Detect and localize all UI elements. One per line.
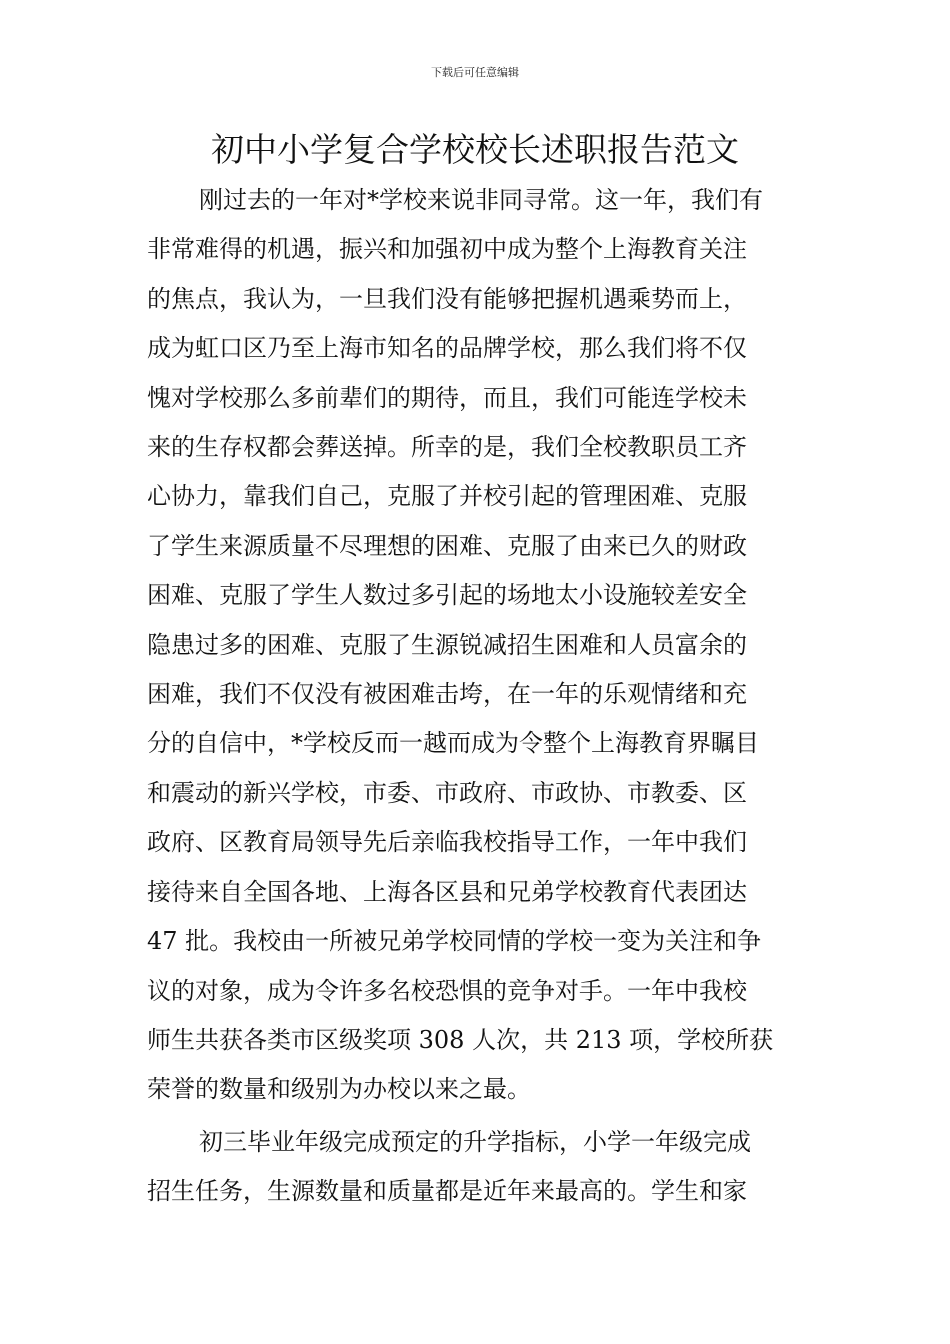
document-title: 初中小学复合学校校长述职报告范文 [211,130,739,169]
text-line: 困难、克服了学生人数过多引起的场地太小设施较差安全 [147,581,747,610]
text-line: 刚过去的一年对*学校来说非同寻常。这一年，我们有 [199,186,763,214]
text-line: 非常难得的机遇，振兴和加强初中成为整个上海教育关注 [147,235,747,264]
page-header-note: 下载后可任意编辑 [431,66,519,79]
text-line: 师生共获各类市区级奖项 308 人次，共 213 项，学校所获 [147,1025,774,1054]
text-line: 了学生来源质量不尽理想的困难、克服了由来已久的财政 [147,531,747,560]
text-line: 来的生存权都会葬送掉。所幸的是，我们全校教职员工齐 [147,433,747,462]
text-line: 初三毕业年级完成预定的升学指标，小学一年级完成 [199,1128,751,1156]
text-line: 荣誉的数量和级别为办校以来之最。 [147,1075,531,1104]
paragraph-2 [147,1118,807,1217]
text-line: 47 批。我校由一所被兄弟学校同情的学校一变为关注和争 [147,927,762,956]
text-line: 的焦点，我认为，一旦我们没有能够把握机遇乘势而上， [147,284,747,313]
text-line: 政府、区教育局领导先后亲临我校指导工作，一年中我们 [147,828,747,857]
text-line: 成为虹口区乃至上海市知名的品牌学校，那么我们将不仅 [147,334,747,363]
text-line: 困难，我们不仅没有被困难击垮，在一年的乐观情绪和充 [147,680,747,709]
text-line: 分的自信中，*学校反而一越而成为令整个上海教育界瞩目 [147,729,759,758]
text-line: 接待来自全国各地、上海各区县和兄弟学校教育代表团达 [147,877,747,906]
text-line: 愧对学校那么多前辈们的期待，而且，我们可能连学校未 [147,383,747,412]
paragraph-1 [147,176,807,1115]
text-line: 招生任务，生源数量和质量都是近年来最高的。学生和家 [147,1177,747,1206]
text-line: 心协力，靠我们自己，克服了并校引起的管理困难、克服 [147,482,747,511]
text-line: 隐患过多的困难、克服了生源锐减招生困难和人员富余的 [147,630,747,659]
text-line: 和震动的新兴学校，市委、市政府、市政协、市教委、区 [147,778,747,807]
text-line: 议的对象，成为令许多名校恐惧的竞争对手。一年中我校 [147,976,747,1005]
